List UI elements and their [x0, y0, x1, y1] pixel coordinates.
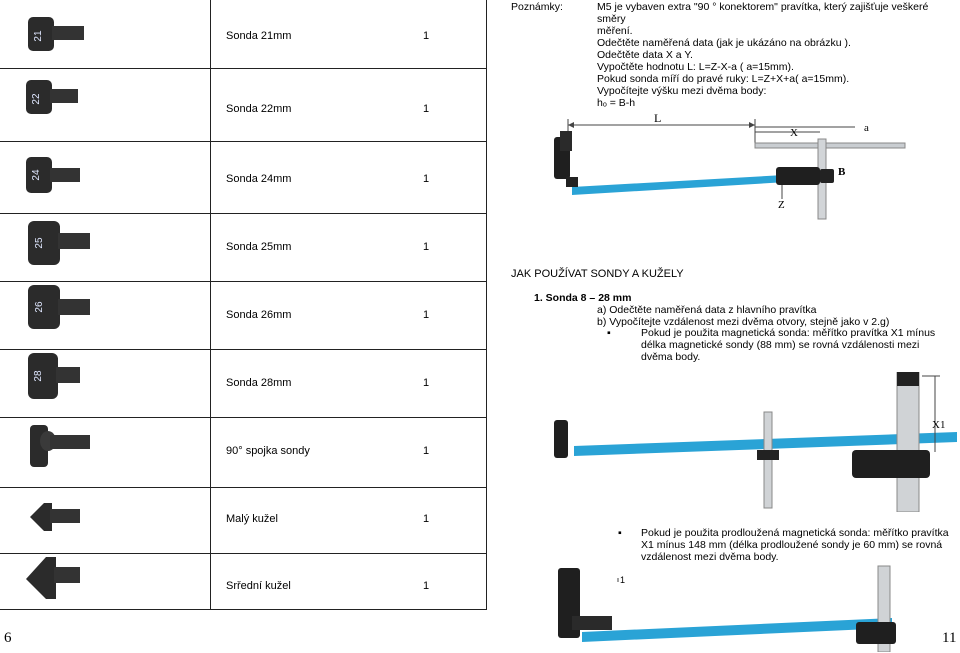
table-row: [0, 281, 487, 350]
probe-image: [0, 68, 211, 141]
part-qty: 1: [423, 309, 430, 321]
part-qty: 1: [423, 30, 430, 42]
part-name: Malý kužel: [226, 513, 278, 525]
section-1-heading: 1. Sonda 8 – 28 mm: [534, 292, 632, 304]
bullet-1-text: Pokud je použita magnetická sonda: měřítko pravítka X1 mínus délka magnetické sondy (88 mm) se rovná vzdálenosti mezi dvěma body.: [641, 327, 936, 363]
part-qty: 1: [423, 241, 430, 253]
note-line: Odečtěte naměřená data (jak je ukázáno na obrázku ).: [597, 37, 851, 49]
table-row: [0, 349, 487, 418]
note-line: hₒ = B-h: [597, 97, 636, 109]
probe-image: [0, 141, 211, 213]
small-cone-image: [0, 487, 211, 553]
note-line: měření.: [597, 25, 633, 37]
page-number-right: 11: [942, 630, 957, 646]
part-name: Sonda 24mm: [226, 173, 292, 185]
part-qty: 1: [423, 445, 430, 457]
dim-label-X1: X1: [932, 419, 946, 431]
dim-label-X: X: [790, 127, 798, 139]
medium-cone-image: [0, 553, 211, 609]
part-qty: 1: [423, 377, 430, 389]
probe-size-label: 24: [31, 169, 42, 181]
note-line: Vypočtěte hodnotu L: L=Z-X-a ( a=15mm).: [597, 61, 794, 73]
notes-label: Poznámky:: [511, 1, 563, 13]
bullet-2-text: Pokud je použita prodloužená magnetická sonda: měřítko pravítka X1 mínus 148 mm (délka prodloužené sondy je 60 mm) se rovná vzdálenost mezi dvěma body.: [641, 527, 949, 563]
step-b: b) Vypočítejte vzdálenost mezi dvěma otvory, stejně jako v 2.g): [597, 316, 890, 328]
part-qty: 1: [423, 173, 430, 185]
dim-label-L: L: [654, 111, 662, 125]
page-number-left: 6: [4, 630, 12, 646]
part-qty: 1: [423, 580, 430, 592]
part-qty: 1: [423, 103, 430, 115]
probe-image: [0, 0, 211, 68]
probe-size-label: 22: [31, 93, 42, 105]
part-name: Sonda 25mm: [226, 241, 292, 253]
measurement-diagram-2: [552, 372, 960, 512]
probe-size-label: 28: [33, 370, 44, 382]
part-name: Sonda 28mm: [226, 377, 292, 389]
table-row: [0, 141, 487, 214]
part-name: Sonda 26mm: [226, 309, 292, 321]
dim-label-Z: Z: [778, 199, 785, 211]
probe-image: [0, 349, 211, 417]
table-row: [0, 553, 487, 610]
table-row: [0, 487, 487, 554]
part-name: 90° spojka sondy: [226, 445, 310, 457]
probe-size-label: 21: [33, 30, 44, 42]
part-name: Sonda 22mm: [226, 103, 292, 115]
probe-image: [0, 281, 211, 349]
table-row: [0, 417, 487, 488]
note-line: Odečtěte data X a Y.: [597, 49, 693, 61]
probe-image: [0, 213, 211, 281]
bullet-icon: ▪: [607, 327, 611, 339]
section-title: JAK POUŽÍVAT SONDY A KUŽELY: [511, 268, 684, 280]
dim-label-B: B: [838, 166, 846, 178]
dim-label-a: a: [864, 122, 869, 134]
part-qty: 1: [423, 513, 430, 525]
step-a: a) Odečtěte naměřená data z hlavního pravítka: [597, 304, 817, 316]
table-row: [0, 213, 487, 282]
table-row: [0, 0, 487, 69]
note-line: M5 je vybaven extra "90 ° konektorem" pravítka, který zajišťuje veškeré směry: [597, 1, 929, 25]
table-row: [0, 68, 487, 142]
note-line: Vypočítejte výšku mezi dvěma body:: [597, 85, 767, 97]
dim-label-1: 1: [620, 575, 626, 585]
part-name: Srřední kužel: [226, 580, 291, 592]
probe-size-label: 25: [34, 237, 45, 249]
probe-size-label: 26: [34, 301, 45, 313]
notes-block: [597, 1, 957, 109]
note-line: Pokud sonda míří do pravé ruky: L=Z+X+a( a=15mm).: [597, 73, 850, 85]
measurement-diagram-1: [550, 105, 910, 220]
part-name: Sonda 21mm: [226, 30, 292, 42]
measurement-diagram-3: [552, 562, 904, 652]
connector-image: [0, 417, 211, 487]
bullet-icon: ▪: [618, 527, 622, 539]
